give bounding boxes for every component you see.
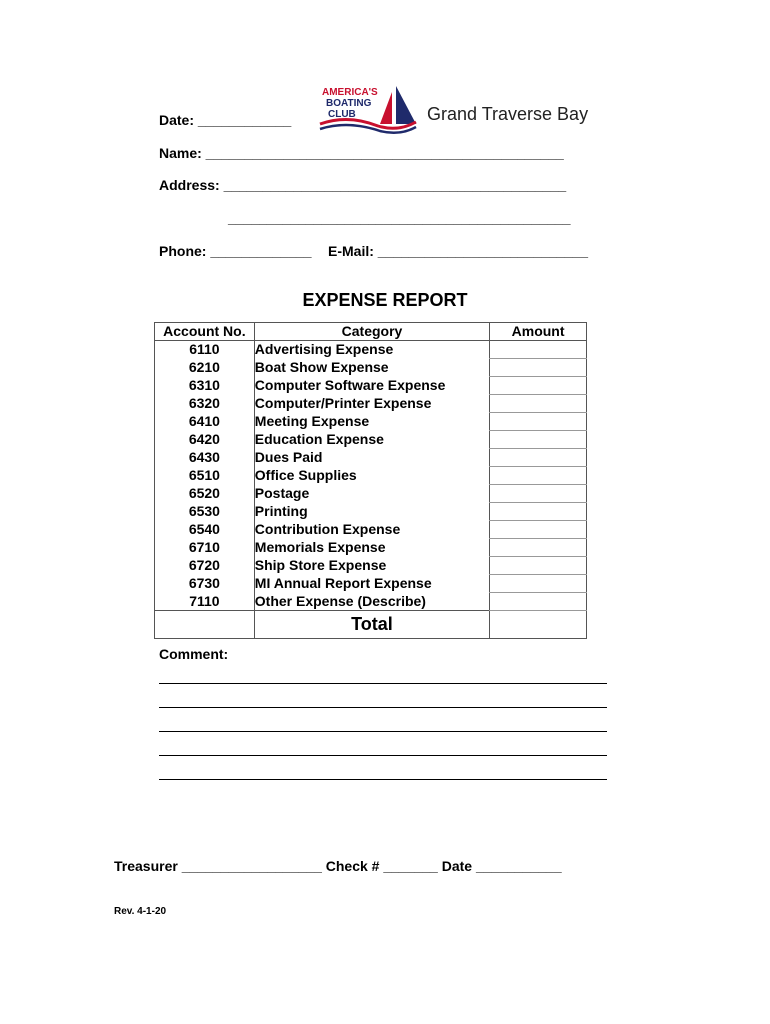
table-row (155, 521, 587, 539)
name-field[interactable]: Name: ______________________________________________ (159, 145, 564, 161)
header-account: Account No. (155, 323, 255, 341)
account-number: 6710 (155, 539, 255, 557)
category-name: Ship Store Expense (254, 557, 387, 573)
table-row (155, 413, 587, 431)
category-name: MI Annual Report Expense (254, 575, 432, 591)
table-row (155, 557, 587, 575)
account-number: 6110 (155, 341, 255, 359)
amount-cell[interactable] (490, 431, 587, 449)
amount-cell[interactable] (490, 467, 587, 485)
total-amount-cell[interactable] (490, 611, 587, 639)
club-logo-graphic (318, 84, 418, 136)
category-name: Postage (254, 485, 310, 501)
category-name: Computer Software Expense (254, 377, 446, 393)
amount-cell[interactable] (490, 557, 587, 575)
table-row (155, 341, 587, 359)
comment-line[interactable] (159, 779, 607, 780)
account-number: 6420 (155, 431, 255, 449)
total-label: Total (254, 611, 489, 639)
category-name: Education Expense (254, 431, 384, 447)
account-number: 6510 (155, 467, 255, 485)
account-number: 6520 (155, 485, 255, 503)
squadron-name: Grand Traverse Bay (427, 104, 589, 124)
logo-line1: AMERICA'S (322, 87, 378, 98)
account-number: 6530 (155, 503, 255, 521)
email-field[interactable]: E-Mail: ___________________________ (328, 243, 589, 259)
revision-label: Rev. 4-1-20 (114, 906, 167, 917)
account-number: 7110 (155, 593, 255, 611)
account-number: 6210 (155, 359, 255, 377)
header-amount: Amount (490, 323, 587, 341)
amount-cell[interactable] (490, 503, 587, 521)
header-category: Category (254, 323, 489, 341)
account-number: 6540 (155, 521, 255, 539)
comment-line[interactable] (159, 731, 607, 732)
category-name: Computer/Printer Expense (254, 395, 432, 411)
table-row (155, 539, 587, 557)
amount-cell[interactable] (490, 539, 587, 557)
table-row (155, 395, 587, 413)
account-number: 6730 (155, 575, 255, 593)
amount-cell[interactable] (490, 341, 587, 359)
amount-cell[interactable] (490, 575, 587, 593)
category-name: Printing (254, 503, 308, 519)
date-field[interactable]: Date: ____________ (159, 112, 292, 128)
category-name: Other Expense (Describe) (254, 592, 426, 609)
account-number: 6320 (155, 395, 255, 413)
table-row (155, 593, 587, 611)
amount-cell[interactable] (490, 593, 587, 611)
club-logo (318, 84, 418, 136)
category-name: Memorials Expense (254, 539, 386, 555)
amount-cell[interactable] (490, 413, 587, 431)
account-number: 6720 (155, 557, 255, 575)
category-name: Meeting Expense (254, 413, 370, 429)
table-row (155, 377, 587, 395)
category-name: Contribution Expense (254, 521, 401, 537)
amount-cell[interactable] (490, 359, 587, 377)
logo-line3: CLUB (328, 109, 356, 120)
table-row (155, 467, 587, 485)
table-row (155, 575, 587, 593)
table-row (155, 485, 587, 503)
amount-cell[interactable] (490, 449, 587, 467)
report-title: EXPENSE REPORT (302, 290, 468, 310)
expense-table (154, 322, 587, 639)
comment-label: Comment: (159, 646, 229, 662)
table-row (155, 503, 587, 521)
category-name: Boat Show Expense (254, 359, 389, 375)
category-name: Advertising Expense (254, 341, 394, 358)
table-row (155, 449, 587, 467)
comment-line[interactable] (159, 755, 607, 756)
amount-cell[interactable] (490, 377, 587, 395)
total-row (155, 611, 587, 639)
amount-cell[interactable] (490, 521, 587, 539)
table-row (155, 431, 587, 449)
comment-line[interactable] (159, 707, 607, 708)
amount-cell[interactable] (490, 395, 587, 413)
account-number: 6410 (155, 413, 255, 431)
logo-line2: BOATING (326, 98, 372, 109)
comment-line[interactable] (159, 683, 607, 684)
phone-field[interactable]: Phone: _____________ (159, 243, 312, 259)
account-number: 6430 (155, 449, 255, 467)
amount-cell[interactable] (490, 485, 587, 503)
table-row (155, 359, 587, 377)
category-name: Dues Paid (254, 449, 323, 465)
address-field[interactable]: Address: ____________________________________________ (159, 177, 567, 193)
treasurer-line[interactable]: Treasurer __________________ Check # _______ Date ___________ (114, 858, 562, 874)
category-name: Office Supplies (254, 467, 357, 483)
account-number: 6310 (155, 377, 255, 395)
address-line2-field[interactable]: ____________________________________________ (228, 210, 571, 226)
